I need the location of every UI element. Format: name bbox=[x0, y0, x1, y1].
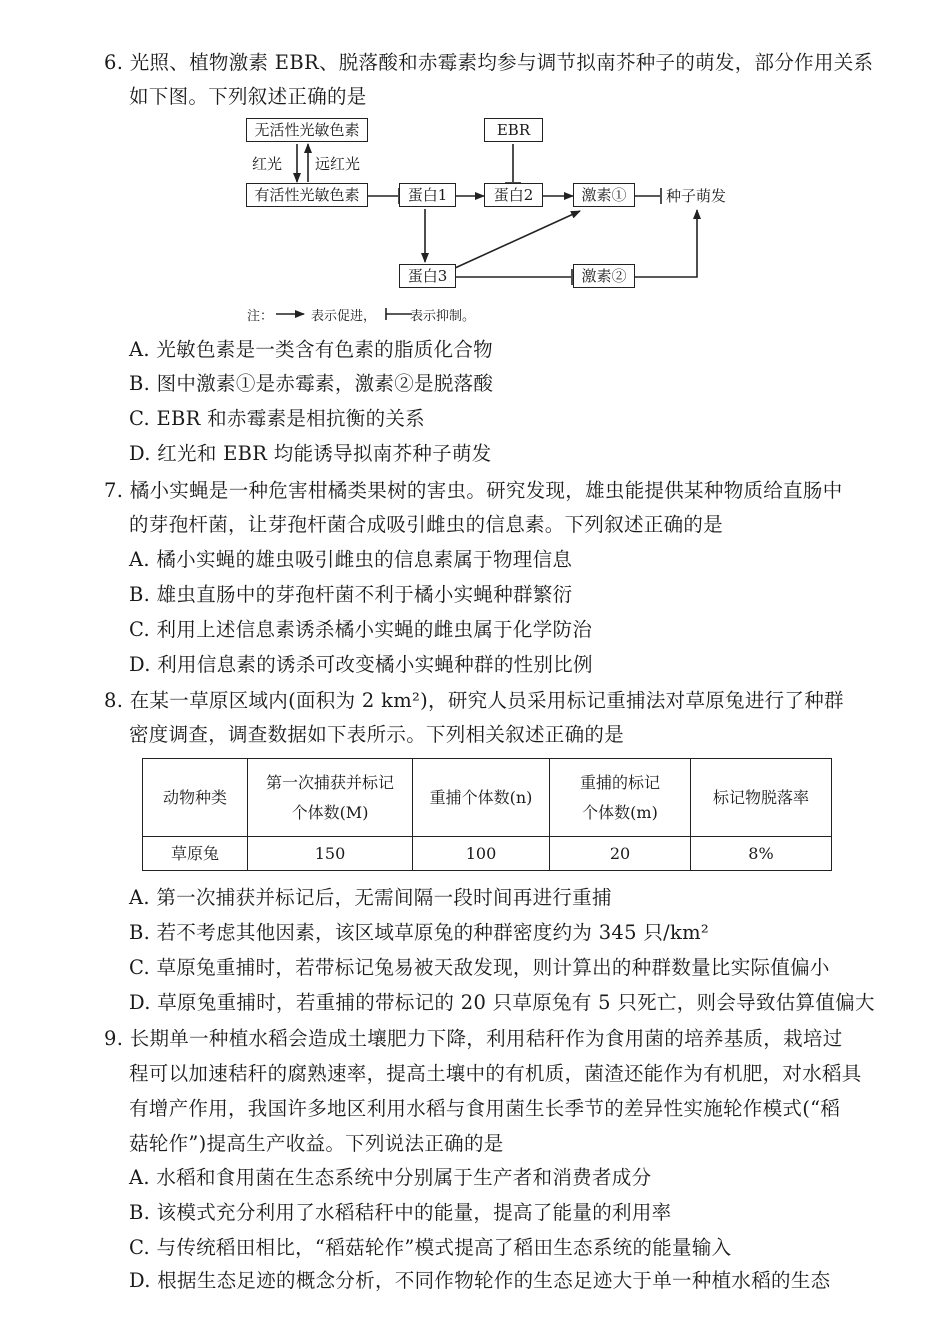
q8-option-a: A. 第一次捕获并标记后，无需间隔一段时间再进行重捕 bbox=[129, 886, 612, 909]
cell-species: 草原兔 bbox=[143, 837, 248, 871]
q9-stem-line-4: 菇轮作”)提高生产收益。下列说法正确的是 bbox=[129, 1132, 504, 1155]
q8-stem-line-2: 密度调查，调查数据如下表所示。下列相关叙述正确的是 bbox=[129, 723, 625, 746]
hormone2-box: 激素② bbox=[573, 264, 635, 288]
q9-option-b: B. 该模式充分利用了水稻秸秆中的能量，提高了能量的利用率 bbox=[129, 1201, 672, 1224]
q9-stem-line-3: 有增产作用，我国许多地区利用水稻与食用菌生长季节的差异性实施轮作模式(“稻 bbox=[129, 1097, 841, 1120]
cell-loss-rate: 8% bbox=[691, 837, 832, 871]
q6-stem-line-2: 如下图。下列叙述正确的是 bbox=[129, 85, 367, 108]
q9-option-d: D. 根据生态足迹的概念分析，不同作物轮作的生态足迹大于单一种植水稻的生态 bbox=[129, 1269, 831, 1292]
q9-option-c: C. 与传统稻田相比，“稻菇轮作”模式提高了稻田生态系统的能量输入 bbox=[129, 1236, 732, 1259]
q8-option-b: B. 若不考虑其他因素，该区域草原兔的种群密度约为 345 只/km² bbox=[129, 921, 710, 944]
q8-stem-line-1: 8. 在某一草原区域内(面积为 2 km²)，研究人员采用标记重捕法对草原兔进行了种群 bbox=[104, 689, 844, 712]
q7-option-b: B. 雄虫直肠中的芽孢杆菌不利于橘小实蝇种群繁衍 bbox=[129, 583, 573, 606]
q9-stem-line-1: 9. 长期单一种植水稻会造成土壤肥力下降，利用秸秆作为食用菌的培养基质，栽培过 bbox=[104, 1027, 843, 1050]
active-phytochrome-box: 有活性光敏色素 bbox=[246, 183, 368, 207]
cell-n: 100 bbox=[413, 837, 550, 871]
q8-data-table bbox=[142, 758, 832, 871]
q9-option-a: A. 水稻和食用菌在生态系统中分别属于生产者和消费者成分 bbox=[129, 1166, 652, 1189]
q6-option-c: C. EBR 和赤霉素是相抗衡的关系 bbox=[129, 407, 425, 430]
q6-option-d: D. 红光和 EBR 均能诱导拟南芥种子萌发 bbox=[129, 442, 492, 465]
note-prefix: 注： bbox=[247, 309, 274, 324]
q6-stem-line-1: 6. 光照、植物激素 EBR、脱落酸和赤霉素均参与调节拟南芥种子的萌发，部分作用关系 bbox=[104, 51, 874, 74]
q9-stem-line-2: 程可以加速秸秆的腐熟速率，提高土壤中的有机质，菌渣还能作为有机肥，对水稻具 bbox=[129, 1062, 862, 1085]
header-loss-rate: 标记物脱落率 bbox=[691, 759, 832, 837]
header-species: 动物种类 bbox=[143, 759, 248, 837]
header-recaptured-marked bbox=[550, 759, 691, 837]
note-inhibit: 表示抑制。 bbox=[410, 309, 476, 324]
protein2-box: 蛋白2 bbox=[484, 183, 543, 207]
header-first-marked bbox=[248, 759, 413, 837]
header-first-marked-line-2: 个体数(M) bbox=[291, 802, 369, 822]
arrow-hormone2-germination bbox=[634, 210, 697, 277]
table-header-row bbox=[143, 759, 832, 837]
hormone1-box: 激素① bbox=[573, 183, 635, 207]
ebr-box: EBR bbox=[484, 118, 543, 142]
header-first-marked-line-1: 第一次捕获并标记 bbox=[265, 772, 394, 792]
note-promote: 表示促进， bbox=[311, 309, 377, 324]
diagram-note bbox=[247, 305, 475, 324]
q7-option-c: C. 利用上述信息素诱杀橘小实蝇的雌虫属于化学防治 bbox=[129, 618, 593, 641]
header-recaptured-marked-line-2: 个体数(m) bbox=[582, 802, 658, 822]
q7-stem-line-2: 的芽孢杆菌，让芽孢杆菌合成吸引雌虫的信息素。下列叙述正确的是 bbox=[129, 513, 724, 536]
q7-stem-line-1: 7. 橘小实蝇是一种危害柑橘类果树的害虫。研究发现，雄虫能提供某种物质给直肠中 bbox=[104, 479, 843, 502]
q7-option-d: D. 利用信息素的诱杀可改变橘小实蝇种群的性别比例 bbox=[129, 653, 593, 676]
arrow-protein3-hormone1 bbox=[455, 211, 580, 268]
q6-option-b: B. 图中激素①是赤霉素，激素②是脱落酸 bbox=[129, 372, 494, 395]
inactive-phytochrome-box: 无活性光敏色素 bbox=[246, 118, 368, 142]
header-recapture: 重捕个体数(n) bbox=[413, 759, 550, 837]
protein3-box: 蛋白3 bbox=[399, 264, 456, 288]
q8-option-c: C. 草原兔重捕时，若带标记兔易被天敌发现，则计算出的种群数量比实际值偏小 bbox=[129, 956, 830, 979]
q8-option-d: D. 草原兔重捕时，若重捕的带标记的 20 只草原兔有 5 只死亡，则会导致估算值偏大 bbox=[129, 991, 875, 1014]
protein1-box: 蛋白1 bbox=[399, 183, 456, 207]
q7-option-a: A. 橘小实蝇的雄虫吸引雌虫的信息素属于物理信息 bbox=[129, 548, 573, 571]
seed-germination-label: 种子萌发 bbox=[666, 187, 727, 205]
cell-M: 150 bbox=[248, 837, 413, 871]
header-recaptured-marked-line-1: 重捕的标记 bbox=[579, 772, 660, 792]
cell-m: 20 bbox=[550, 837, 691, 871]
red-light-label: 红光 bbox=[252, 155, 283, 173]
table-row bbox=[143, 837, 832, 871]
q6-option-a: A. 光敏色素是一类含有色素的脂质化合物 bbox=[129, 338, 493, 361]
far-red-light-label: 远红光 bbox=[315, 155, 361, 173]
